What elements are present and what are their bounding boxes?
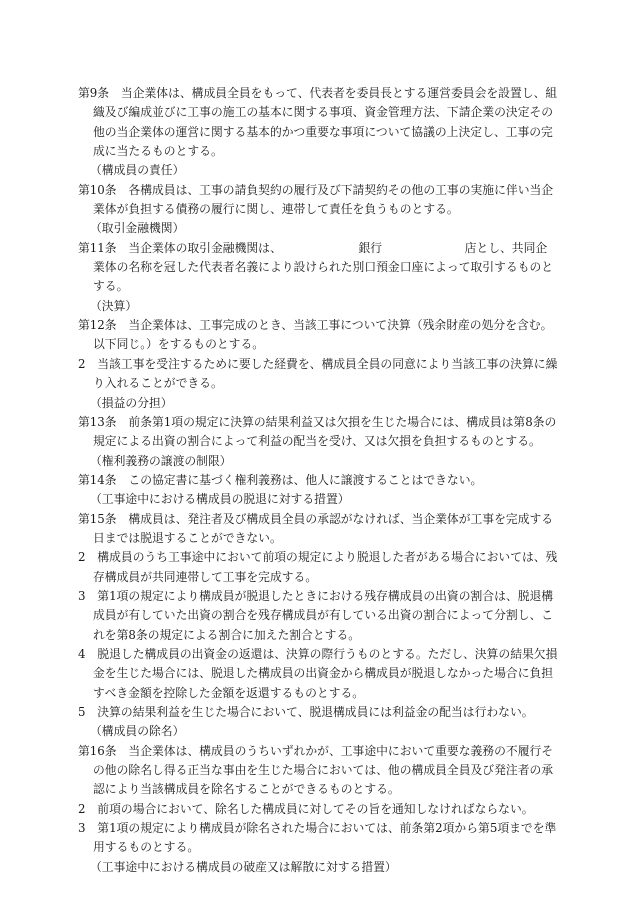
- article-16: 第16条 当企業体は、構成員のうちいずれかが、工事途中において重要な義務の不履行その他の除名し得る正当な事由を生じた場合においては、他の構成員全員及び発注者の承認により当該構成員を除名することができるものとする。: [78, 743, 554, 797]
- article-11: 第11条 当企業体の取引金融機関は、 銀行 店とし、共同企業体の名称を冠した代表者名義により設けられた別口預金口座によって取引するものとする。: [78, 240, 554, 294]
- heading-transfer-restriction: （権利義務の譲渡の制限）: [90, 453, 232, 468]
- heading-member-responsibility: （構成員の責任）: [90, 163, 185, 178]
- article-15-clause-5: 5 決算の結果利益を生じた場合において、脱退構成員には利益金の配当は行わない。: [78, 705, 534, 719]
- article-13: 第13条 前条第1項の規定に決算の結果利益又は欠損を生じた場合には、構成員は第8条の規定による出資の割合によって利益の配当を受け、又は欠損を負担するものとする。: [78, 414, 557, 449]
- heading-settlement: （決算）: [90, 298, 138, 313]
- article-16-clause-3: 3 第1項の規定により構成員が除名された場合においては、前条第2項から第5項までを準用するものとする。: [78, 821, 557, 855]
- article-9: 第9条 当企業体は、構成員全員をもって、代表者を委員長とする運営委員会を設置し、組織及び編成並びに工事の施工の基本に関する事項、資金管理方法、下請企業の決定その他の当企業体の運営に関する基本的かつ重要な事項について協議の上決定し、工事の完成に当たるものとする。: [78, 86, 558, 159]
- article-15: 第15条 構成員は、発注者及び構成員全員の承認がなければ、当企業体が工事を完成する日までは脱退することができない。: [78, 511, 554, 545]
- heading-financial-institution: （取引金融機関）: [90, 221, 185, 236]
- agreement-text: [78, 84, 558, 877]
- article-12-clause-2: 2 当該工事を受注するために要した経費を、構成員全員の同意により当該工事の決算に繰り入れることができる。: [78, 356, 558, 391]
- article-15-clause-4: 4 脱退した構成員の出資金の返還は、決算の際行うものとする。ただし、決算の結果欠損金を生じた場合には、脱退した構成員の出資金から構成員が脱退しなかった場合に負担すべき金額を控除した金額を返還するものとする。: [78, 646, 558, 700]
- heading-profit-loss-sharing: （損益の分担）: [90, 395, 173, 410]
- article-16-clause-2: 2 前項の場合において、除名した構成員に対してその旨を通知しなければならない。: [78, 801, 534, 816]
- heading-member-expulsion: （構成員の除名）: [90, 724, 185, 739]
- heading-bankruptcy-dissolution: （工事途中における構成員の破産又は解散に対する措置）: [90, 859, 397, 874]
- article-10: 第10条 各構成員は、工事の請負契約の履行及び下請契約その他の工事の実施に伴い当企業体が負担する債務の履行に関し、連帯して責任を負うものとする。: [78, 182, 554, 217]
- article-14: 第14条 この協定書に基づく権利義務は、他人に譲渡することはできない。: [78, 472, 483, 487]
- article-15-clause-3: 3 第1項の規定により構成員が脱退したときにおける残存構成員の出資の割合は、脱退構成員が有していた出資の割合を残存構成員が有している出資の割合によって分割し、これを第8条の規定による割合に加えた割合とする。: [78, 588, 554, 642]
- article-12: 第12条 当企業体は、工事完成のとき、当該工事について決算（残余財産の処分を含む。以下同じ。）をするものとする。: [78, 318, 553, 352]
- article-15-clause-2: 2 構成員のうち工事途中において前項の規定により脱退した者がある場合においては、残存構成員が共同連帯して工事を完成する。: [78, 550, 558, 584]
- heading-withdrawal-measures: （工事途中における構成員の脱退に対する措置）: [90, 492, 350, 507]
